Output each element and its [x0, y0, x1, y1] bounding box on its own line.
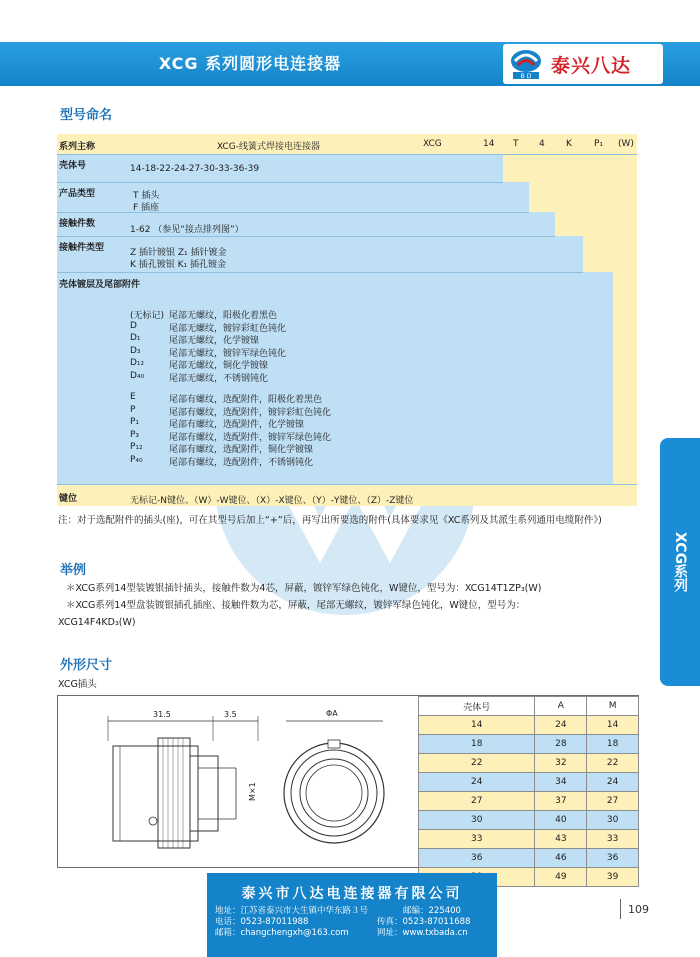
- row-divider: [57, 236, 555, 237]
- plating-description: 尾部有螺纹，选配附件，阳极化着黑色: [169, 395, 323, 405]
- table-cell: 24: [419, 773, 535, 792]
- table-cell: 34: [535, 773, 587, 792]
- key-text: 无标记-N键位、（W）-W键位、（X）-X键位、（Y）-Y键位、（Z）-Z键位: [130, 496, 414, 506]
- table-cell: 40: [535, 811, 587, 830]
- page-number-separator: [620, 899, 621, 919]
- plating-code: P₁₂: [130, 442, 143, 452]
- section-title-model-naming: 型号命名: [60, 108, 113, 123]
- dimension-table-body: [419, 716, 639, 887]
- dimensions-subtitle: XCG插头: [58, 679, 97, 690]
- table-cell: 33: [587, 830, 639, 849]
- table-cell: 43: [535, 830, 587, 849]
- table-row: [419, 735, 639, 754]
- example-line: ＊XCG系列14型装镀银插针插头，接触件数为4芯，屏蔽，镀锌军绿色钝化，W键位，型号为：XCG14T1ZP₃(W): [66, 583, 542, 594]
- plating-description: 尾部有螺纹，选配附件，铜化学镀镍: [169, 445, 314, 455]
- table-cell: 24: [535, 716, 587, 735]
- footer-address: 地址：江苏省泰兴市大生镇中华东路３号: [215, 906, 369, 916]
- table-cell: 14: [419, 716, 535, 735]
- table-cell: 33: [419, 830, 535, 849]
- table-cell: 27: [587, 792, 639, 811]
- code-shell: 14: [483, 139, 495, 149]
- brand-block: [503, 44, 663, 84]
- plating-description: 尾部无螺纹，化学镀镍: [169, 336, 260, 346]
- table-cell: 36: [419, 849, 535, 868]
- row-divider: [57, 272, 583, 273]
- table-cell: 18: [587, 735, 639, 754]
- contact-type-line: Z 插针镀银 Z₁ 插针镀金: [130, 248, 227, 258]
- code-contact-type: K: [566, 139, 572, 149]
- plating-code: D₃: [130, 345, 141, 356]
- plating-description: 尾部无螺纹，铜化学镀镍: [169, 361, 269, 371]
- label-key: 键位: [59, 494, 78, 504]
- dim-diameter-label: ΦA: [326, 709, 338, 718]
- page-number: 109: [628, 903, 649, 916]
- plating-description: 尾部无螺纹，镀锌军绿色钝化: [169, 348, 287, 359]
- contact-type-line: K 插孔镀银 K₁ 插孔镀金: [130, 260, 226, 270]
- shell-row-bg: [57, 154, 503, 182]
- code-product-type: T: [513, 139, 519, 149]
- logo-letters: B D: [520, 73, 532, 80]
- plating-code: P₁: [130, 417, 140, 427]
- table-cell: 27: [419, 792, 535, 811]
- plating-code: P₃: [130, 429, 140, 440]
- footer-company-name: 泰兴市八达电连接器有限公司: [241, 886, 463, 902]
- table-cell: 30: [419, 811, 535, 830]
- code-series: XCG: [423, 139, 442, 149]
- side-tab-label: XCG系列: [672, 531, 688, 593]
- plating-description: 尾部无螺纹，镀锌彩虹色钝化: [169, 323, 287, 334]
- product-type-line: T 插头: [133, 191, 160, 201]
- table-row: [419, 830, 639, 849]
- plating-description: 尾部有螺纹，选配附件，不锈钢钝化: [169, 457, 314, 468]
- table-row: [419, 754, 639, 773]
- row-divider: [57, 484, 637, 485]
- code-contacts: 4: [539, 139, 545, 149]
- table-cell: 37: [535, 792, 587, 811]
- code-key: (W): [618, 139, 634, 149]
- series-text: XCG-线簧式焊接电连接器: [217, 142, 321, 152]
- table-row: [419, 792, 639, 811]
- dimension-table: [418, 696, 639, 887]
- table-cell: 24: [587, 773, 639, 792]
- footer-fax: 传真：0523-87011688: [377, 917, 471, 927]
- plating-code: D₁₂: [130, 358, 145, 368]
- table-row: [419, 716, 639, 735]
- table-cell: 18: [419, 735, 535, 754]
- series-side-tab: [660, 438, 700, 686]
- plating-code: D₄₀: [130, 370, 145, 381]
- row-divider: [57, 154, 637, 155]
- table-cell: 36: [587, 849, 639, 868]
- table-row: [419, 811, 639, 830]
- label-contact-type: 接触件类型: [59, 243, 105, 253]
- table-cell: 49: [535, 868, 587, 887]
- dim-thread-label: M×1: [248, 782, 257, 801]
- label-plating: 壳体镀层及尾部附件: [59, 280, 141, 290]
- table-cell: 32: [535, 754, 587, 773]
- table-row: [419, 849, 639, 868]
- plating-description: 尾部有螺纹，选配附件，镀锌彩虹色钝化: [169, 407, 332, 418]
- footer-postcode: 邮编：225400: [403, 906, 461, 916]
- company-logo-icon: [509, 47, 543, 81]
- plating-code: D: [130, 320, 137, 331]
- label-shell: 壳体号: [59, 161, 87, 171]
- plug-outline-drawing: [58, 696, 418, 867]
- label-series: 系列主称: [59, 142, 96, 152]
- header-m: M: [587, 697, 639, 716]
- model-naming-table: [57, 134, 637, 506]
- brand-name: 泰兴八达: [551, 55, 632, 77]
- table-cell: 22: [419, 754, 535, 773]
- plating-description: 尾部无螺纹，不锈钢钝化: [169, 373, 269, 384]
- note-text: 注：对于选配附件的插头(座)，可在其型号后加上“+”后，再写出所要选的附件(具体要求见《XC系列及其派生系列通用电缆附件》): [58, 515, 602, 526]
- example-line: ＊XCG系列14型盘装镀银插孔插座、接触件数为芯，屏蔽，尾部无螺纹，镀锌军绿色钝化，W键位，型号为：: [66, 600, 526, 611]
- header-a: A: [535, 697, 587, 716]
- table-cell: 28: [535, 735, 587, 754]
- plating-code: P: [130, 404, 136, 415]
- page-header: [0, 42, 700, 86]
- plating-code: (无标记): [130, 311, 165, 321]
- contacts-text: 1-62 （参见“接点排列图”）: [130, 225, 244, 235]
- company-footer: [207, 873, 497, 957]
- code-plating: P₁: [594, 139, 604, 149]
- header-shell: 壳体号: [419, 697, 535, 716]
- shell-text: 14-18-22-24-27-30-33-36-39: [130, 164, 260, 174]
- row-divider: [57, 182, 503, 183]
- product-type-line: F 插座: [133, 203, 160, 213]
- plating-code: D₁: [130, 333, 141, 343]
- plating-description: 尾部有螺纹，选配附件，化学镀镍: [169, 420, 305, 430]
- row-divider: [57, 212, 529, 213]
- dimension-table-header-row: [419, 697, 639, 716]
- section-title-example: 举例: [60, 563, 87, 578]
- plating-code: E: [130, 392, 136, 402]
- dimension-box: [57, 695, 639, 882]
- table-cell: 39: [587, 868, 639, 887]
- table-row: [419, 773, 639, 792]
- plating-code: P₄₀: [130, 454, 143, 465]
- table-cell: 14: [587, 716, 639, 735]
- table-cell: 46: [535, 849, 587, 868]
- dim-length-label: 31.5: [153, 710, 171, 719]
- footer-phone: 电话：0523-87011988: [215, 917, 309, 927]
- table-cell: 30: [587, 811, 639, 830]
- section-title-dimensions: 外形尺寸: [60, 658, 113, 673]
- dim-length-label: 3.5: [224, 710, 237, 719]
- label-product-type: 产品类型: [59, 189, 96, 199]
- product-type-row-bg: [57, 182, 529, 212]
- label-contacts: 接触件数: [59, 219, 96, 229]
- table-cell: 22: [587, 754, 639, 773]
- page-title: XCG 系列圆形电连接器: [158, 54, 342, 73]
- footer-website: 网址：www.txbada.cn: [377, 928, 468, 938]
- footer-email: 邮箱：changchengxh@163.com: [215, 928, 349, 938]
- example-line: XCG14F4KD₃(W): [58, 617, 136, 628]
- plating-description: 尾部有螺纹，选配附件，镀锌军绿色钝化: [169, 432, 332, 443]
- plating-description: 尾部无螺纹，阳极化着黑色: [169, 311, 278, 321]
